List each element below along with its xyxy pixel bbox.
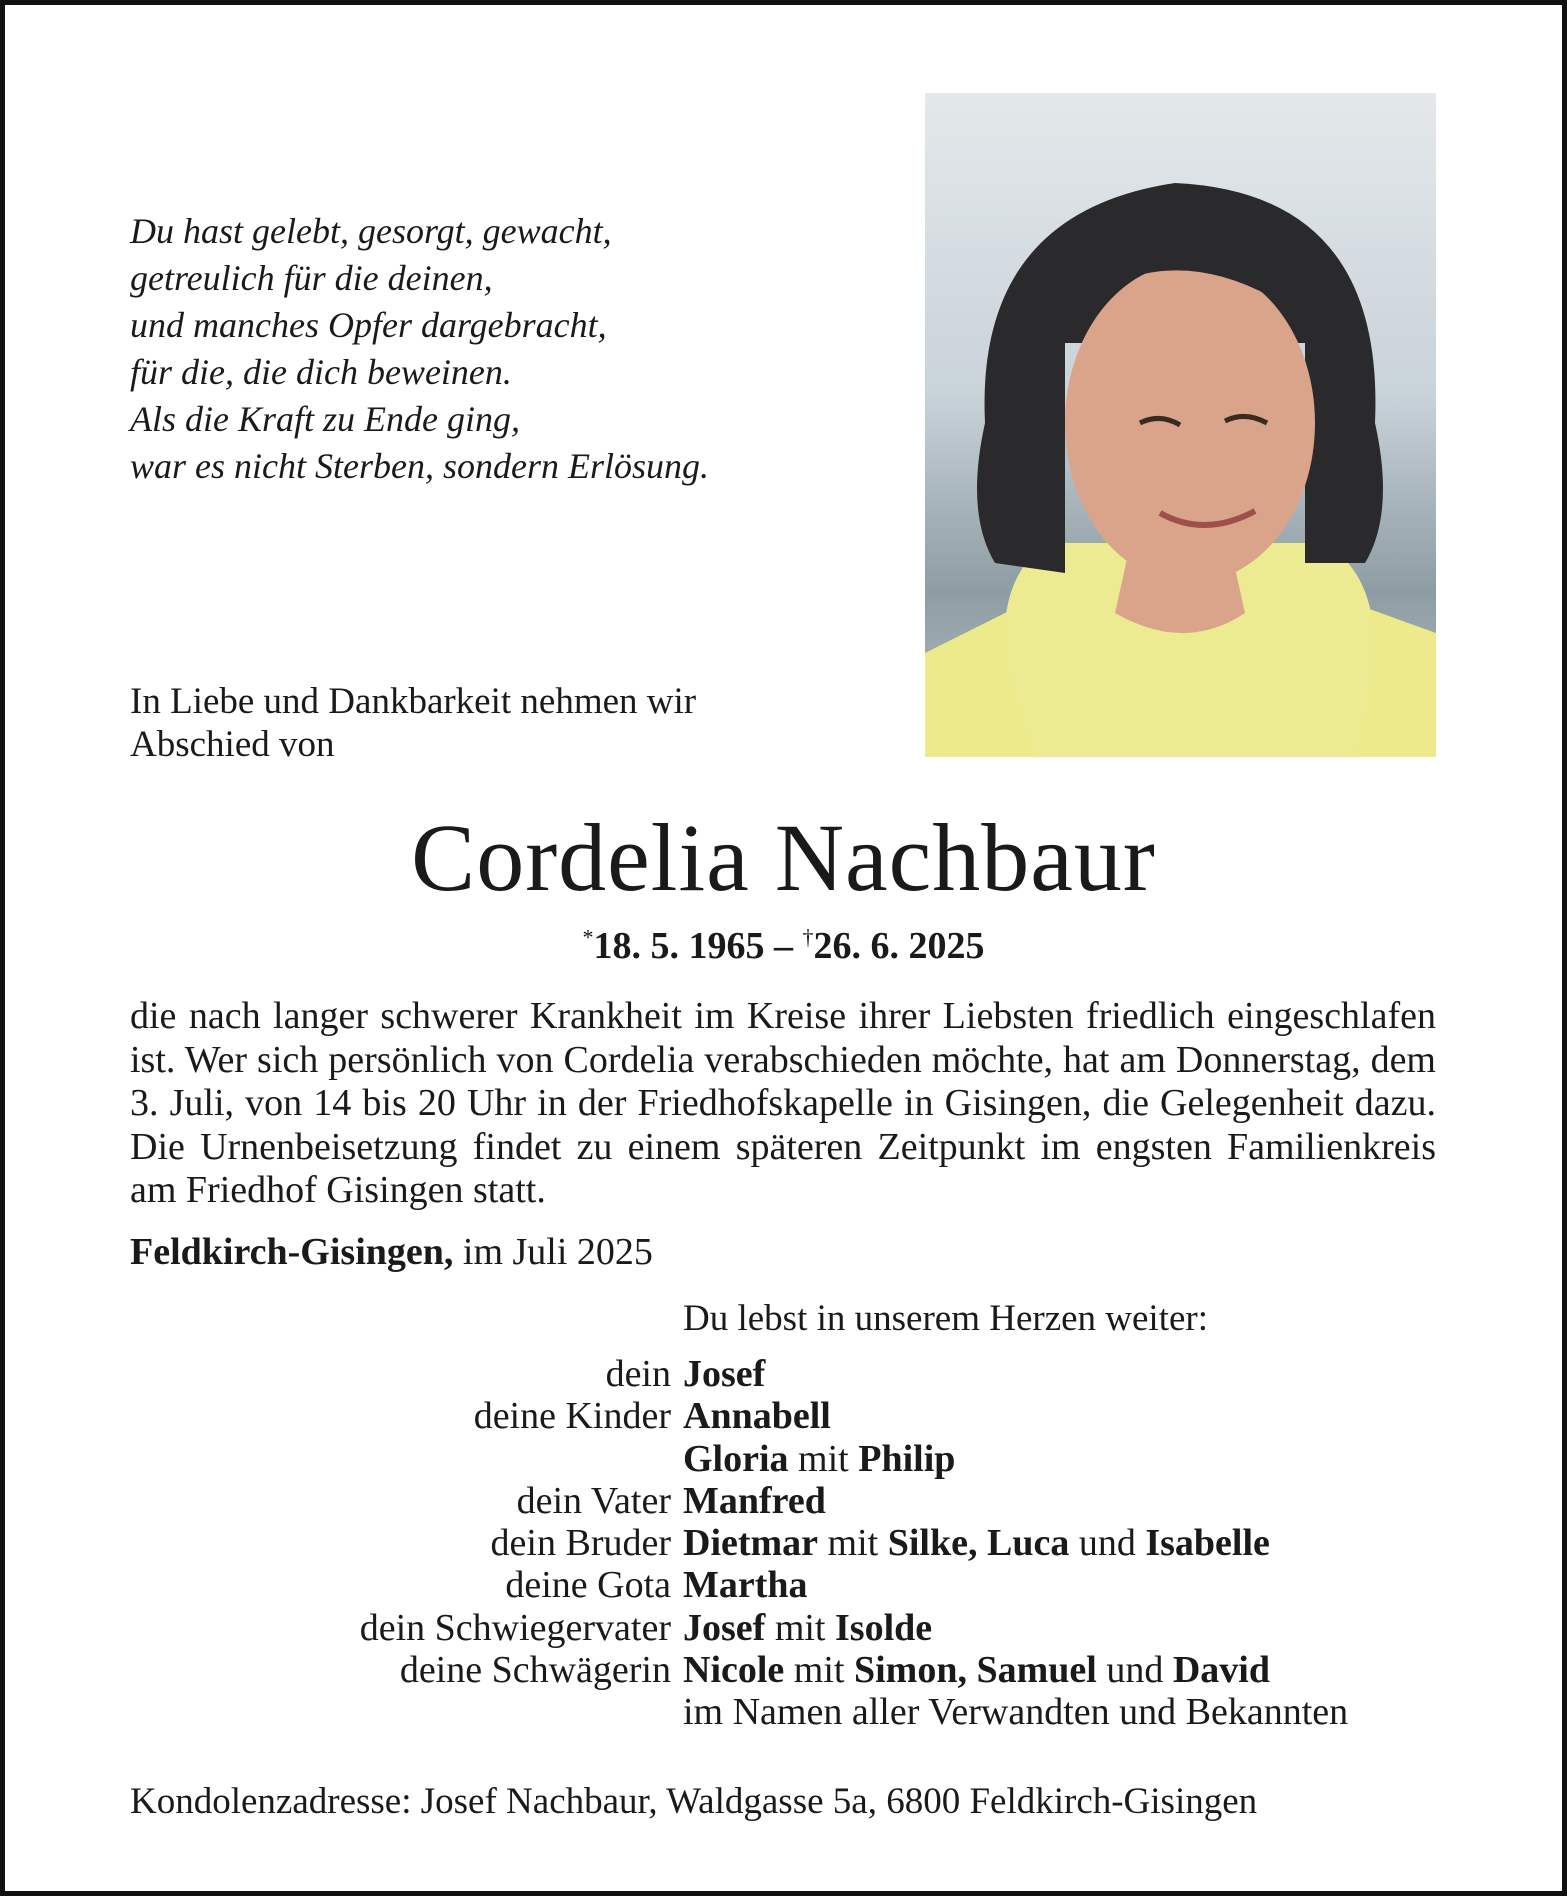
mourner-relation: deine Kinder [473, 1395, 671, 1438]
place-town: Feldkirch-Gisingen, [130, 1231, 454, 1273]
mourner-name: Isolde [835, 1606, 933, 1649]
mourner-relation: dein Vater [516, 1479, 671, 1522]
mourner-relation: dein Bruder [490, 1522, 671, 1565]
place-date [130, 1230, 653, 1274]
mourner-name: Simon, Samuel [853, 1649, 1097, 1692]
condolence-address: Kondolenzadresse: Josef Nachbaur, Waldgasse 5a, 6800 Feldkirch-Gisingen [130, 1781, 1258, 1822]
place-month: im Juli 2025 [453, 1231, 653, 1273]
death-date: 26. 6. 2025 [813, 925, 985, 967]
mourner-name: Silke, Luca [887, 1522, 1070, 1565]
intro-line: In Liebe und Dankbarkeit nehmen wir [130, 681, 697, 722]
mourner-relation: deine Gota [505, 1564, 671, 1607]
mourner-name: David [1172, 1649, 1270, 1692]
connector-text: im Namen aller Verwandten und Bekannten [683, 1691, 1349, 1734]
mourners-heading: Du lebst in unserem Herzen weiter: [683, 1298, 1209, 1339]
connector-text: und [1069, 1522, 1146, 1565]
poem-line: getreulich für die deinen, [130, 258, 493, 298]
poem-line: und manches Opfer dargebracht, [130, 305, 607, 345]
birth-symbol: * [582, 924, 594, 950]
mourner-names [683, 1607, 932, 1649]
poem-line: war es nicht Sterben, sondern Erlösung. [130, 446, 709, 486]
mourner-name: Manfred [683, 1479, 826, 1522]
mourner-name: Josef [683, 1353, 766, 1395]
death-symbol: † [802, 924, 814, 950]
deceased-name: Cordelia Nachbaur [411, 804, 1156, 911]
connector-text: mit [788, 1437, 859, 1480]
mourner-names [683, 1395, 831, 1437]
mourner-names [683, 1649, 1270, 1691]
mourner-names [683, 1438, 955, 1480]
mourner-relation: dein Schwiegervater [359, 1606, 671, 1649]
mourner-name: Dietmar [683, 1522, 819, 1565]
mourner-relation: deine Schwägerin [399, 1649, 671, 1692]
mourner-names [683, 1353, 765, 1395]
mourner-names [683, 1522, 1270, 1564]
mourner-name: Annabell [683, 1395, 831, 1438]
poem [130, 208, 709, 490]
poem-line: Als die Kraft zu Ende ging, [130, 399, 520, 439]
connector-text: und [1096, 1649, 1173, 1692]
poem-line: für die, die dich beweinen. [130, 352, 512, 392]
connector-text: mit [784, 1649, 854, 1692]
poem-line: Du hast gelebt, gesorgt, gewacht, [130, 211, 612, 251]
mourner-relation: dein [605, 1353, 671, 1395]
mourner-name: Martha [683, 1564, 808, 1607]
birth-date: 18. 5. 1965 [593, 925, 765, 967]
mourner-name: Philip [858, 1437, 956, 1480]
life-dates [0, 924, 1567, 968]
portrait-photo [925, 93, 1436, 757]
connector-text: mit [818, 1522, 888, 1565]
announcement-text: die nach langer schwerer Krankheit im Kreise ihrer Liebsten friedlich eingeschlafen ist. Wer sich persönlich von Cordelia verabschieden möchte, hat am Donnerstag, dem 3. Juli, von 14 bis 20 Uhr in der Friedhofskapelle in Gisingen, die Gelegenheit dazu. Die Urnenbeisetzung findet zu einem späteren Zeitpunkt im engsten Familienkreis am Friedhof Gisingen statt. [130, 995, 1436, 1211]
date-separator: – [764, 925, 803, 967]
intro-line: Abschied von [130, 724, 335, 765]
intro-text [130, 680, 696, 766]
mourner-name: Gloria [683, 1437, 789, 1480]
mourner-names [683, 1480, 826, 1522]
mourner-names [683, 1564, 808, 1606]
mourner-name: Nicole [683, 1649, 785, 1692]
connector-text: mit [765, 1606, 835, 1649]
mourner-name: Josef [683, 1606, 766, 1649]
mourner-names [683, 1691, 1348, 1733]
mourner-name: Isabelle [1145, 1522, 1270, 1565]
